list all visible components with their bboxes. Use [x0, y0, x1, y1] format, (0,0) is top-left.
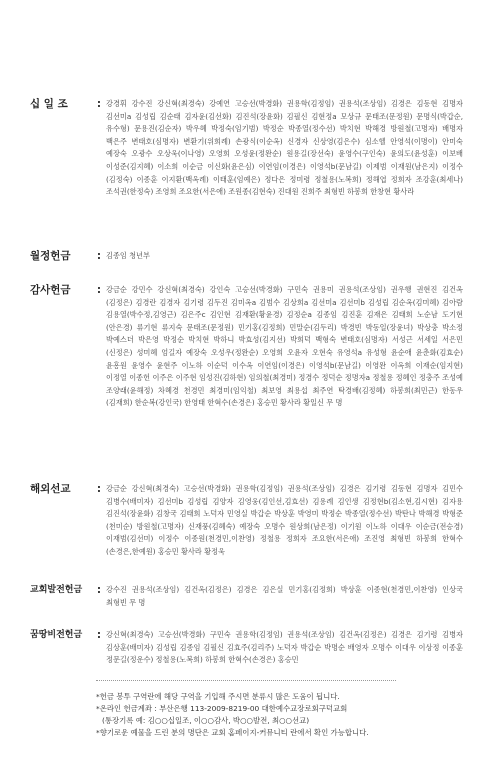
note-text: 향기로운 예물을 드린 분의 명단은 교회 홈페이지-커뮤니티 란에서 확인 가능합니다. — [99, 728, 369, 737]
note-line — [96, 715, 451, 727]
notes-divider — [96, 680, 396, 681]
section-tithe — [30, 97, 463, 199]
section-label: 감사헌금 — [30, 284, 71, 296]
section-label: 해외선교 — [30, 483, 71, 495]
note-bullet: * — [96, 692, 100, 701]
donor-list: 강신혁(최경숙) 고승선(박경화) 구민숙 권용학(김정임) 권용석(조상임) 김건옥(김정은) 김경은 김기령 김병자 김상훈(배미자) 김성립 김종임 김필신 김효주(김리주) 노덕자 박갑순 박명순 배영자 오명수 이대우 이상정 이종훈 정문길(정운수) 정철용(노복희) 하봉희 한혁수(손경은) 홍승민 — [106, 630, 463, 665]
section-label: 꿈땅비전헌금 — [30, 630, 83, 640]
note-line — [96, 691, 451, 703]
section-colon: : — [96, 584, 102, 596]
section-colon: : — [96, 98, 102, 110]
donor-list: 김종임 청년부 — [106, 251, 150, 260]
donor-list: 강금순 강신혁(최경숙) 고승선(박경화) 권용학(김정임) 권용석(조상임) 김경은 김기령 김동현 김명자 김민수 김병수(배미자) 김선미b 김성립 김양자 김영웅(김인선,김효선) 김용례 김인생 김정현b(김소현,김시현) 김자용 김진석(장윤화) 김창국 김태희 노덕자 민영실 박갑순 박상훈 박영미 박정순 박종열(정수선) 박탄나 박해경 박형준(천미순) 방원철(고명자) 신재풍(김혜숙) 예장숙 오명수 원상희(남은정) 이기원 이노하 이대우 이순금(전승경) 이재범(김선미) 이정수 이종원(천경민,이찬영) 정철용 정희자 조요한(서은애) 조진영 최형빈 하봉희 한혁수(손경은,한예원) 홍승민 황사라 황정욱 — [106, 484, 463, 556]
section-church-development — [30, 583, 463, 609]
note-line — [96, 703, 451, 715]
section-label: 교회발전헌금 — [30, 585, 83, 595]
donor-list: 강경휘 강수진 강신혁(최경숙) 강예연 고승선(박경화) 권용학(김정임) 권용석(조상임) 김경은 김동현 김명자 김선미a 김성립 김순태 김자윤(김선화) 김진석(장윤화) 김필신 김현정a 모상규 문태조(문정원) 문명식(박갑순,유수형) 문용진(김순자) 박우혜 박정숙(임기범) 박정순 박종열(정수선) 박치현 박해경 방원철(고명자) 배명자 백은주 변태호(심명자) 변환기(위희례) 손광식(이순옥) 신경자 신상영(김은수) 심소헬 안영석(이명이) 안미숙 예장숙 오광수 오상욱(이나영) 오영희 오성윤(정완순) 원용길(장선숙) 윤영수(구인숙) 윤의도(윤성훈) 이보배 이성준(김지혜) 이소희 이순금 이신화(윤은심) 이연임(이경은) 이영석b(문남길) 이제범 이재원(남은지) 이정수(김정숙) 이종훈 이지환(백옥례) 이태훈(임예은) 정다은 정미령 정철용(노복희) 정해엽 정희자 조강훈(최세나) 조석권(한정숙) 조영희 조요한(서은애) 조원종(김현숙) 진대원 진희주 최형빈 하봉희 한창현 황사라 — [106, 99, 463, 197]
note-text: 온라인 헌금계좌 : 부산은행 113-2009-8219-00 대한예수교장로회구덕교회 — [99, 704, 348, 713]
section-dream-vision — [30, 628, 463, 667]
note-line — [96, 727, 451, 739]
donor-list: 강금순 강민수 강신혁(최경숙) 강인숙 고승선(박경화) 구민숙 권용미 권용석(조상임) 권우행 권현진 김건옥(김정은) 김경란 김경자 김기령 김두진 김미옥a 김범수 김상희a 김선미a 김선미b 김성립 김순옥(김미혜) 김아람 김용열(박수정,김영근) 김은주c 김인현 김재환(황윤경) 김정순a 김종임 김진훈 김재은 김태희 노순남 도기현(안은경) 류기현 류지숙 문태조(문정원) 민기홍(김정희) 민말순(김두리) 박경빈 박동일(장윤녀) 박상충 박소정 박예스더 박은영 박정순 박치현 박하니 박효성(김지선) 박희덕 백형숙 변태호(심명자) 서성근 서세일 서은민(신정은) 성미혜 엄길자 예장숙 오성우(정완순) 오영희 오윤자 오현숙 유영석a 유성형 윤순애 윤춘화(김효순) 윤흥원 윤영수 윤현주 이노하 이순덕 이수옥 이연임(이경은) 이영석b(문남길) 이영완 이옥희 이재순(임지현) 이정열 이종헌 이주은 이주현 임성진(김하현) 임의철(최경미) 정경수 정덕순 정명자a 정철용 정혜인 정충주 조성예 조양래(윤해정) 차혜경 천경민 최경미(임익철) 최보영 최용섭 최주연 탁경배(김정혜) 하봉희(최민근) 한동우(김재희) 한순복(강인국) 한영태 한혁수(손경은) 홍승민 황사라 황일신 무 명 — [106, 285, 463, 408]
section-colon: : — [96, 483, 102, 495]
section-monthly-offering — [30, 249, 463, 264]
note-text: (통장기록 예: 김○○십일조, 이○○감사, 박○○발전, 최○○선교) — [102, 716, 310, 725]
note-text: 헌금 봉투 구역란에 해당 구역을 기입해 주시면 분류시 많은 도움이 됩니다. — [99, 692, 340, 701]
section-colon: : — [96, 629, 102, 641]
notes-block — [96, 691, 451, 739]
note-bullet: * — [96, 704, 100, 713]
section-label: 십 일 조 — [30, 98, 68, 110]
section-overseas-mission — [30, 482, 463, 559]
note-bullet: * — [96, 728, 100, 737]
section-label: 월정헌금 — [30, 250, 71, 262]
section-thanksgiving — [30, 283, 463, 410]
section-colon: : — [96, 284, 102, 296]
donor-list: 강수진 권용석(조상임) 김건옥(김정은) 김경은 김은실 민기홍(김정희) 박상훈 이종현(천경민,이찬영) 인상국 최형빈 무 명 — [106, 585, 463, 607]
section-colon: : — [96, 250, 102, 262]
